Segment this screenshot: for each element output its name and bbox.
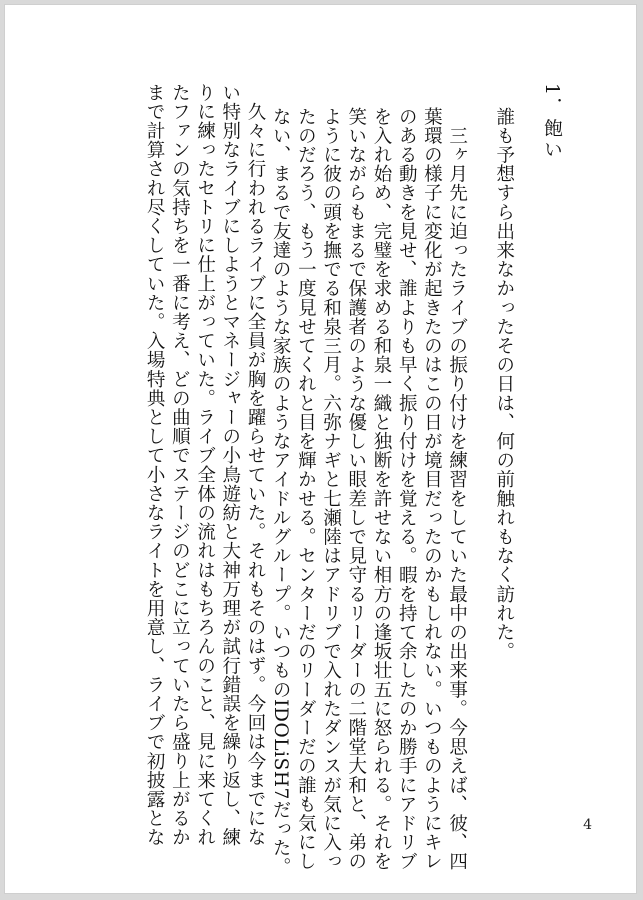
paragraph-line: 葉環の様子に変化が起きたのはこの日が境目だったのかもしれない。いつものようにキレ <box>421 107 443 871</box>
chapter-heading: 1．飽い <box>541 83 563 161</box>
paragraph-line: たファンの気持ちを一番に考え、どの曲順でステージのどこに立っていたら盛り上がるか <box>169 83 191 847</box>
paragraph-line: ように彼の頭を撫でる和泉三月。六弥ナギと七瀬陸はアドリブで入れたダンスが気に入っ <box>320 107 342 871</box>
paragraph-2 <box>142 83 268 847</box>
paragraph-line: たのだろう、もう一度見せてくれと目を輝かせる。センターだのリーダーだの誰も気にし <box>295 107 317 871</box>
book-page <box>4 4 637 894</box>
paragraph-line: のある動きを見せ、誰よりも早く振り付けを覚える。暇を持て余したのか勝手にアドリブ <box>396 107 418 871</box>
paragraph-line: い特別なライブにしようとマネージャーの小鳥遊紡と大神万理が試行錯誤を繰り返し、練 <box>219 83 241 847</box>
vertical-text-body <box>142 83 564 877</box>
paragraph-line: りに練ったセトリに仕上がっていた。ライブ全体の流れはもちろんのこと、見に来てくれ <box>194 83 216 847</box>
paragraph-line: ない、まるで友達のような家族のようなアイドルグループ。いつものIDOLiSH7だった。 <box>270 107 292 877</box>
page-number: 4 <box>583 817 592 833</box>
paragraph-line: 三ヶ月先に迫ったライブの振り付けを練習をしていた最中の出来事。今思えば、彼、四 <box>446 107 468 871</box>
paragraph-line: を入れ始め、完璧を求める和泉一織と独断を許せない相方の逢坂壮五に怒られる。それを <box>370 107 392 871</box>
lead-sentence: 誰も予想すら出来なかったその日は、何の前触れもなく訪れた。 <box>493 107 515 661</box>
paragraph-1 <box>268 107 470 877</box>
paragraph-line: 久々に行われるライブに全員が胸を躍らせていた。それもそのはず。今回は今までにな <box>244 83 266 847</box>
paragraph-line: 笑いながらもまるで保護者のような優しい眼差しで見守るリーダーの二階堂大和と、弟の <box>345 107 367 871</box>
paragraph-line: まで計算され尽くしていた。入場特典として小さなライトを用意し、ライブで初披露とな <box>144 83 166 847</box>
